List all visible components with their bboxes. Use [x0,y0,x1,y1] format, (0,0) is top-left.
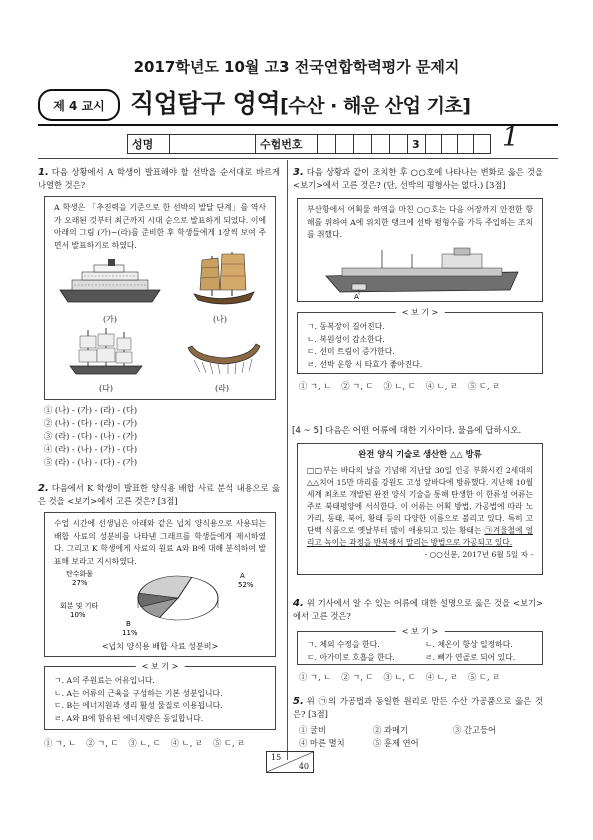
exam-number-digit-box[interactable] [390,135,408,153]
choice-2[interactable]: ② (나) - (다) - (라) - (가) [44,418,138,428]
info-rule [38,158,558,159]
bogi-item: ㄴ. 체온이 항상 일정하다. [425,640,513,649]
question-1-number: 1. [38,167,49,178]
choice-2[interactable]: ② ㄱ, ㄷ [341,381,374,391]
bogi-title: < 보 기 > [396,307,445,320]
question-2-choices [44,737,245,750]
ship-ra-illustration [184,340,264,376]
exam-number-digit-box[interactable] [474,135,490,153]
bogi-item: ㄹ. 선박 운항 시 타효가 좋아진다. [307,359,423,369]
choice-4[interactable]: ④ 마른 멸치 [299,738,345,748]
question-5-stem [293,695,543,720]
question-2-box-text: 수업 시간에 선생님은 아래와 같은 넙치 양식용으로 사용되는 배합 사료의 성분비를 나타낸 그래프를 학생들에게 제시하였다. 그리고 K 학생에게 사료의 원료 A와 B에 대해 분석하여 발표해 보라고 지시하였다. [54,519,266,566]
label-na: (나) [213,315,227,324]
question-2-text: 다음에서 K 학생이 발표한 양식용 배합 사료 분석 내용으로 옳은 것을 <보기>에서 고른 것은? [3점] [38,483,280,506]
exam-number-digit-box[interactable] [442,135,458,153]
question-2-stem [38,482,280,507]
question-3-stem [293,166,543,191]
question-3-text: 다음 상황과 같이 조치한 후 ○○호에 나타나는 변화로 옳은 것을 <보기>에서 고른 것은? (단, 선박의 평형사는 없다.) [3점] [293,167,543,190]
question-2-bogi [44,662,276,730]
exam-title: 2017학년도 10월 고3 전국연합학력평가 문제지 [133,58,460,76]
choice-5[interactable]: ⑤ 훈제 연어 [373,738,419,748]
exam-number-digit-box[interactable] [426,135,442,153]
slice-label-a: A [240,572,245,580]
tank-a-label: A [354,293,359,300]
question-1-stem [38,166,280,191]
subject-title [130,84,471,120]
choice-5[interactable]: ⑤ ㄷ, ㄹ [468,381,501,391]
period-label: 제 4 교시 [38,89,120,121]
question-5-choices [299,724,545,750]
choice-5[interactable]: ⑤ ㄷ, ㄹ [213,738,246,748]
bogi-item: ㄴ. A는 어류의 근육을 구성하는 기본 성분입니다. [54,688,223,698]
underlined-method-9: ㉠겨울철에 얼리고 녹이는 과정을 반복해서 말리는 방법으로 가공되고 있다. [307,525,533,547]
article-title: 완전 양식 기술로 생산한 △△ 방류 [358,449,482,459]
page-counter [266,751,314,773]
question-3-box-text: 부산항에서 어획물 하역을 마친 ○○호는 다음 어장까지 안전한 항해를 위하여 A에 위치한 탱크에 선박 평형수를 가득 주입하는 조치를 취했다. [307,205,533,239]
exam-number-label: 수험번호 [256,135,318,153]
choice-1[interactable]: ① ㄱ, ㄴ [299,672,332,682]
slice-value-a: 52% [238,581,254,589]
bogi-item: ㄱ. A의 주원료는 어유입니다. [54,676,155,685]
label-da: (다) [99,384,113,393]
question-3-choices [299,380,500,393]
slice-value-carbohydrate: 27% [72,579,88,587]
fishing-vessel-illustration [322,246,522,300]
question-3-number: 3. [293,167,304,178]
slice-label-ash: 회분 및 기타 [60,602,99,610]
question-4-text: 위 기사에서 알 수 있는 어류에 대한 설명으로 옳은 것을 <보기>에서 고른 것은? [293,598,543,621]
slice-label-carbohydrate: 탄수화물 [66,570,94,578]
bogi-item: ㄷ. B는 에너지원과 생리 활성 물질로 이용됩니다. [54,701,223,710]
question-5-text: 위 ㉠의 가공법과 동일한 원리로 만든 수산 가공품으로 옳은 것은? [3점] [293,696,543,719]
student-info-row [127,134,491,154]
exam-number-digit-box[interactable] [458,135,474,153]
feed-composition-pie-chart [60,568,260,640]
chart-caption: <넙치 양식용 배합 사료 성분비> [101,642,219,651]
header-rule [38,124,558,126]
ship-da-illustration [66,326,146,378]
article-source: - ○○신문, 2017년 6월 5일 자 - [424,549,533,559]
page-number: 1 [502,122,520,153]
label-ra: (라) [215,384,229,393]
subject-sub: [수산 · 해운 산업 기초] [280,95,471,117]
total-pages: 40 [298,762,309,771]
question-2-number: 2. [38,483,49,494]
passage-instruction: [4 ~ 5] 다음은 어떤 어류에 대한 기사이다. 물음에 답하시오. [292,426,522,436]
bogi-item: ㄷ. 선미 트림이 증가한다. [307,347,395,356]
choice-4[interactable]: ④ ㄴ, ㄹ [425,381,458,391]
label-ga: (가) [103,315,117,324]
question-4-bogi [297,627,543,665]
bogi-item: ㄹ. A와 B에 함유된 에너지량은 동일합니다. [54,713,204,723]
article-body: □□부는 바다의 날을 기념해 지난달 30일 인공 부화시킨 2세대의 △△치어 15만 마리를 강원도 고성 앞바다에 방류했다. 지난해 10월 세계 최초로 개발된 완전 양식 기술을 통해 탄생한 이 한류성 어류는 주로 북태평양에 서식한다. 이 어류는 어획 방법, 가공법에 따라 노가리, 동태, 북어, 황태 등의 다양한 이름으로 불리고 있다. 특히 고단백 식품으로 옛날부터 많이 애용되고 있는 황태는 ㉠겨울철에 얼리고 녹이는 과정을 반복해서 말리는 방법으로 가공되고 있다. [307,465,533,547]
exam-number-digit-box[interactable]: 3 [408,135,426,153]
ship-ga-illustration [56,258,166,306]
choice-1[interactable]: ① 굴비 [299,725,326,735]
bogi-title: < 보 기 > [136,661,185,674]
bogi-item: ㄴ. 복원성이 감소한다. [307,334,385,344]
choice-1[interactable]: ① (나) - (가) - (라) - (다) [44,405,138,415]
choice-3[interactable]: ③ ㄴ, ㄷ [383,672,416,682]
slice-label-b: B [126,620,131,628]
question-1-choices [44,404,244,469]
question-4-number: 4. [293,598,304,609]
choice-1[interactable]: ① ㄱ, ㄴ [299,381,332,391]
name-field[interactable] [170,135,256,153]
question-5-number: 5. [293,696,304,707]
choice-2[interactable]: ② ㄱ, ㄷ [86,738,119,748]
choice-5[interactable]: ⑤ (라) - (나) - (다) - (가) [44,457,138,467]
choice-2[interactable]: ② ㄱ, ㄷ [341,672,374,682]
bogi-title: < 보 기 > [396,626,445,639]
choice-2[interactable]: ② 과메기 [373,725,408,735]
choice-4[interactable]: ④ (라) - (나) - (가) - (다) [44,444,138,454]
question-3-bogi [297,308,543,374]
bogi-item: ㄹ. 뼈가 연골로 되어 있다. [425,652,516,662]
choice-3[interactable]: ③ ㄴ, ㄷ [383,381,416,391]
choice-3[interactable]: ③ (라) - (다) - (나) - (가) [44,431,138,441]
exam-number-digit-box[interactable] [336,135,354,153]
bogi-item: ㄱ. 체외 수정을 한다. [307,640,380,649]
subject-main: 직업탐구 영역 [130,89,281,118]
column-divider [287,160,288,760]
choice-5[interactable]: ⑤ ㄷ, ㄹ [468,672,501,682]
exam-number-digit-box[interactable] [354,135,372,153]
question-4-choices [299,671,500,684]
ship-na-illustration [188,250,260,308]
bogi-item: ㄱ. 동복장이 길어진다. [307,322,385,331]
bogi-item: ㄷ. 아가미로 호흡을 한다. [307,652,395,662]
slice-value-ash: 10% [70,611,86,619]
question-1-box-text: A 학생은 「추진력을 기준으로 한 선박의 발달 단계」를 역사가 오래된 것부터 최근까지 시대 순으로 발표하게 되었다. 이에 아래의 그림 (가)~(라)를 준비한 후 학생들에게 1장씩 보여 주면서 발표하기로 하였다. [54,203,266,250]
exam-number-digit-box[interactable] [372,135,390,153]
choice-4[interactable]: ④ ㄴ, ㄹ [425,672,458,682]
slice-value-b: 11% [122,629,138,637]
article-box [297,443,543,575]
name-label: 성명 [128,135,170,153]
exam-number-digit-box[interactable] [318,135,336,153]
choice-3[interactable]: ③ ㄴ, ㄷ [128,738,161,748]
choice-3[interactable]: ③ 간고등어 [453,725,496,735]
choice-1[interactable]: ① ㄱ, ㄴ [44,738,77,748]
choice-4[interactable]: ④ ㄴ, ㄹ [170,738,203,748]
question-1-text: 다음 상황에서 A 학생이 발표해야 할 선박을 순서대로 바르게 나열한 것은? [38,167,280,190]
question-4-stem [293,597,543,622]
current-page: 15 [271,753,282,762]
